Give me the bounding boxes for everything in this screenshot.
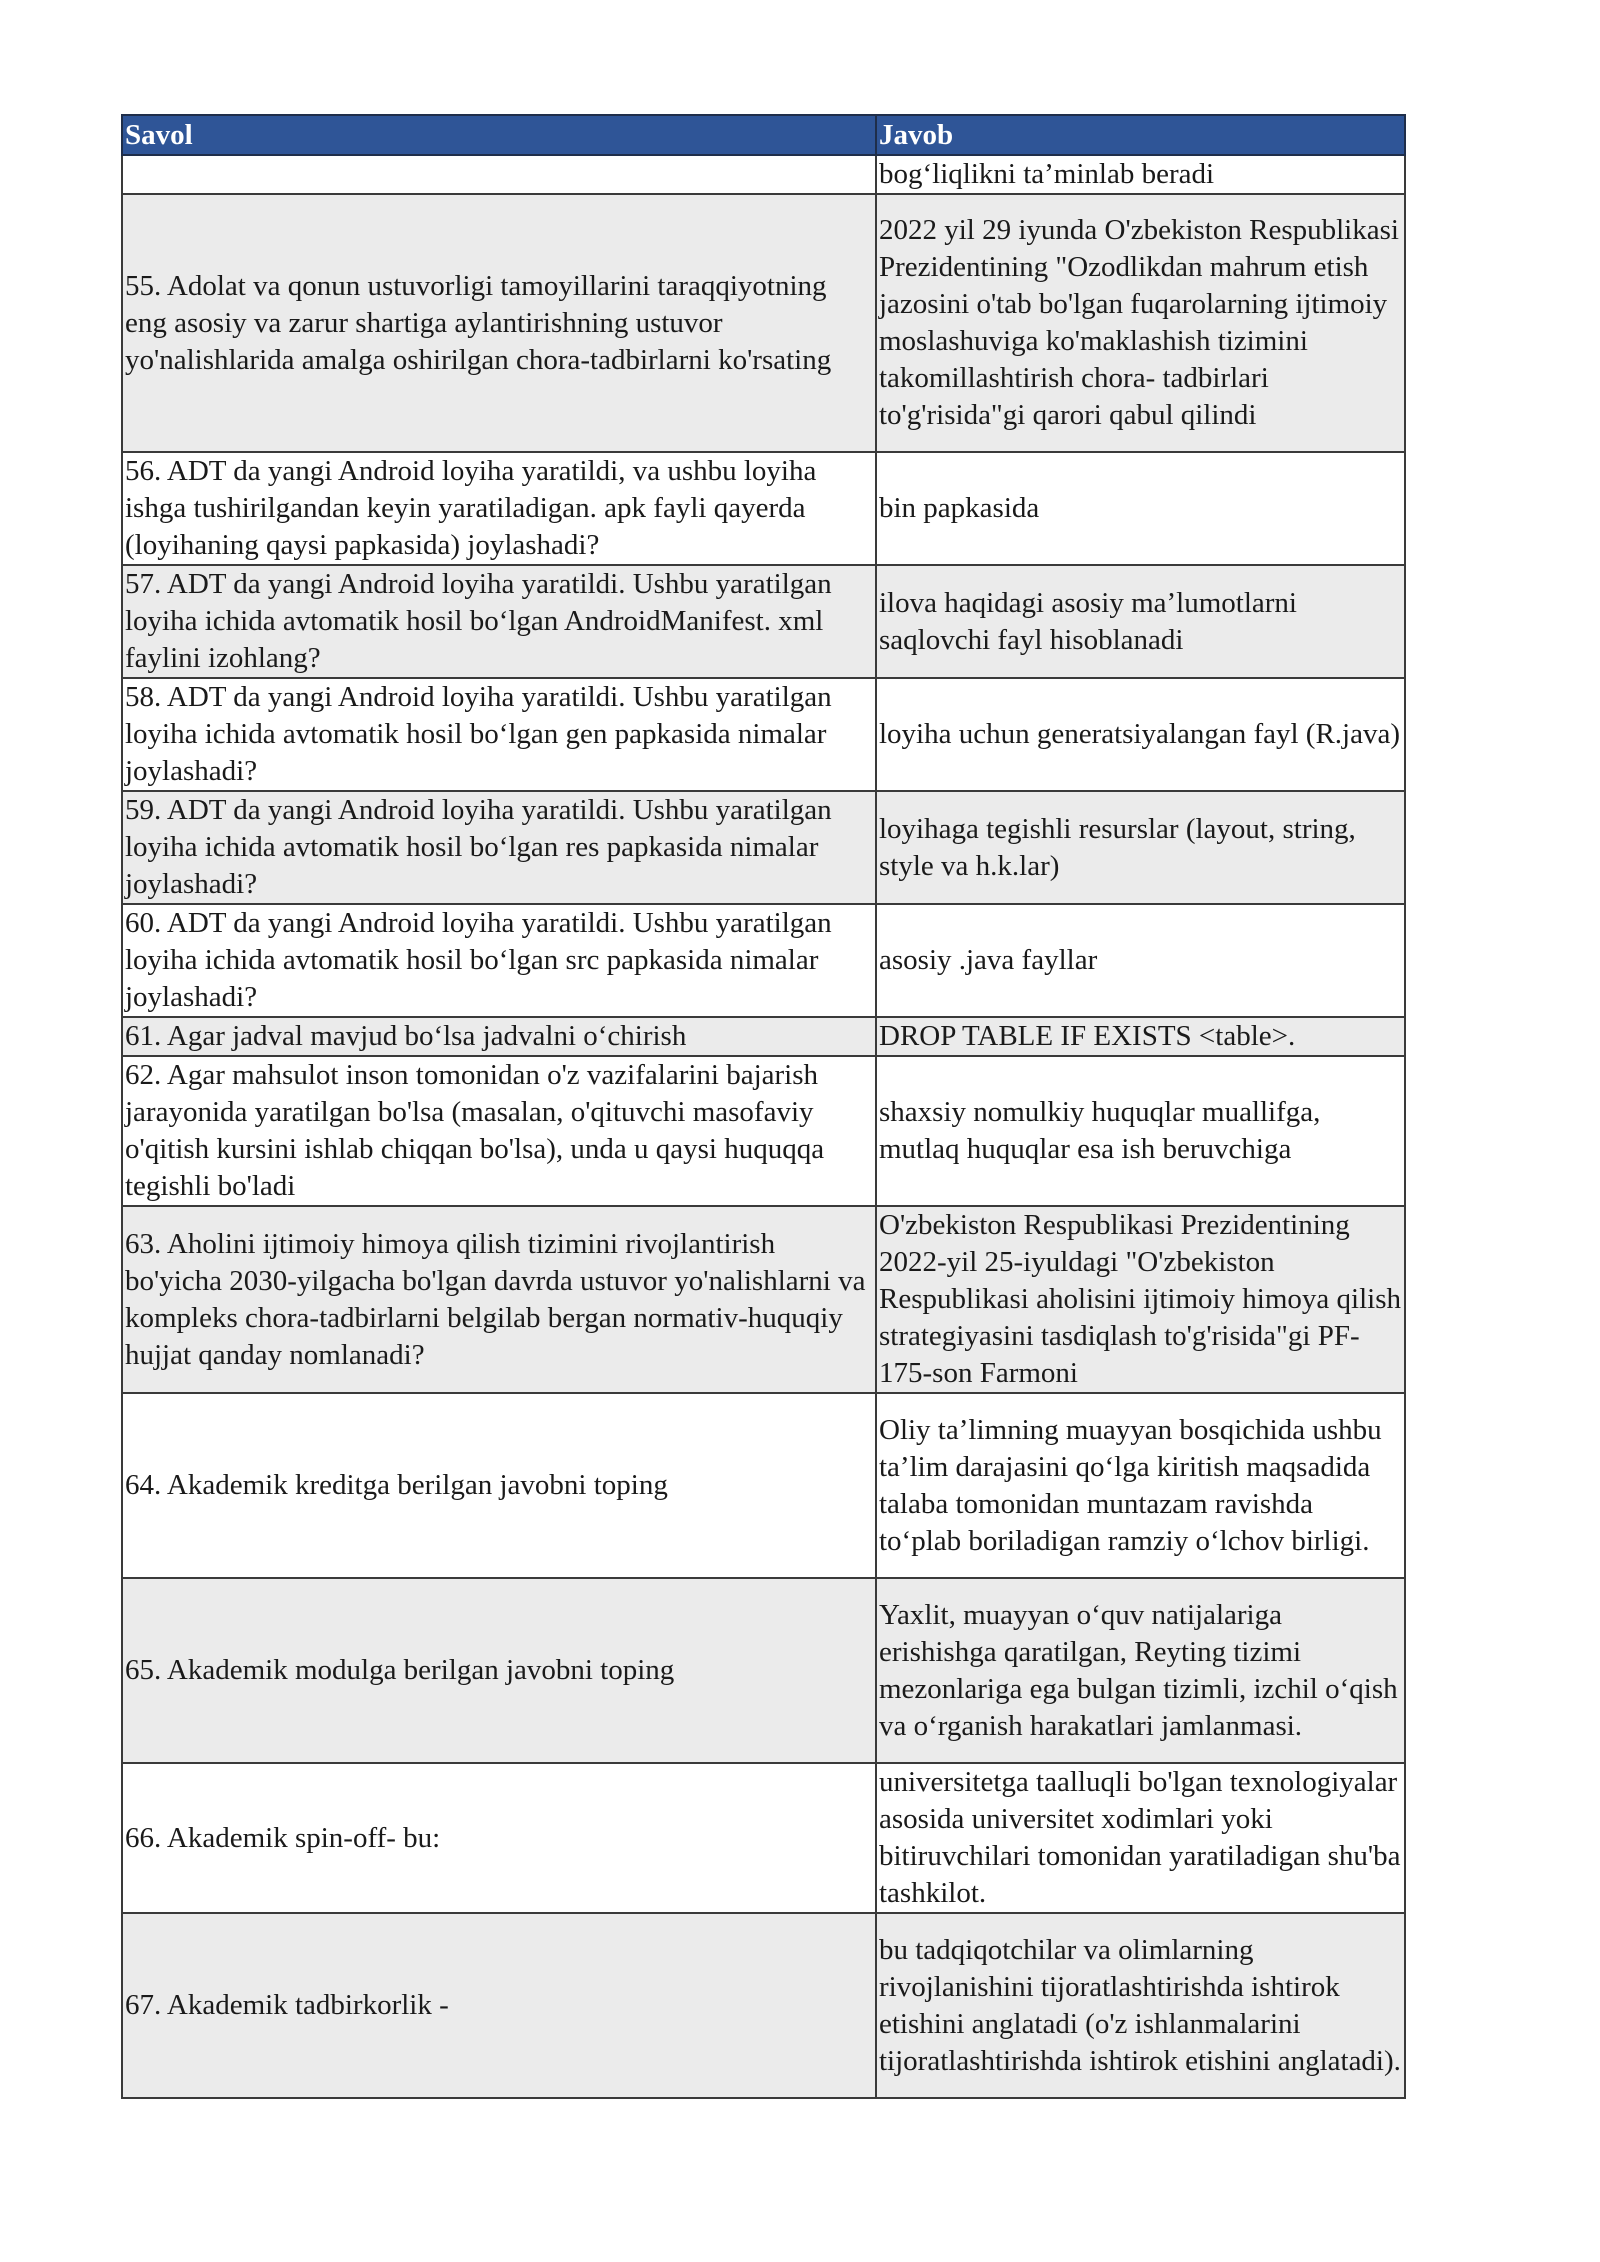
question-cell: 62. Agar mahsulot inson tomonidan o'z vazifalarini bajarish jarayonida yaratilgan bo'lsa (masalan, o'qituvchi masofaviy o'qitish kursini ishlab chiqqan bo'lsa), unda u qaysi huquqqa tegishli bo'ladi [122, 1056, 876, 1206]
question-cell: 61. Agar jadval mavjud bo‘lsa jadvalni o‘chirish [122, 1017, 876, 1056]
table-row [122, 194, 1405, 452]
table-row [122, 1913, 1405, 2098]
answer-cell: bog‘liqlikni ta’minlab beradi [876, 155, 1405, 194]
header-row [122, 115, 1405, 155]
answer-cell: ilova haqidagi asosiy ma’lumotlarni saqlovchi fayl hisoblanadi [876, 565, 1405, 678]
answer-cell: DROP TABLE IF EXISTS <table>. [876, 1017, 1405, 1056]
table-row [122, 1206, 1405, 1393]
table-row [122, 1056, 1405, 1206]
table-row [122, 565, 1405, 678]
question-cell: 65. Akademik modulga berilgan javobni toping [122, 1578, 876, 1763]
table-row [122, 155, 1405, 194]
table-row [122, 452, 1405, 565]
qa-table [121, 114, 1406, 2099]
table-row [122, 904, 1405, 1017]
answer-cell: 2022 yil 29 iyunda O'zbekiston Respublikasi Prezidentining "Ozodlikdan mahrum etish jazosini o'tab bo'lgan fuqarolarning ijtimoiy moslashuviga ko'maklashish tizimini takomillashtirish chora- tadbirlari to'g'risida"gi qarori qabul qilindi [876, 194, 1405, 452]
answer-cell: Yaxlit, muayyan o‘quv natijalariga erishishga qaratilgan, Reyting tizimi mezonlariga ega bulgan tizimli, izchil o‘qish va o‘rganish harakatlari jamlanmasi. [876, 1578, 1405, 1763]
answer-cell: O'zbekiston Respublikasi Prezidentining 2022-yil 25-iyuldagi "O'zbekiston Respublikasi aholisini ijtimoiy himoya qilish strategiyasini tasdiqlash to'g'risida"gi PF-175-son Farmoni [876, 1206, 1405, 1393]
answer-cell: bin papkasida [876, 452, 1405, 565]
table-row [122, 678, 1405, 791]
header-question: Savol [122, 115, 876, 155]
table-row [122, 1393, 1405, 1578]
question-cell: 59. ADT da yangi Android loyiha yaratildi. Ushbu yaratilgan loyiha ichida avtomatik hosil bo‘lgan res papkasida nimalar joylashadi? [122, 791, 876, 904]
answer-cell: asosiy .java fayllar [876, 904, 1405, 1017]
question-cell: 58. ADT da yangi Android loyiha yaratildi. Ushbu yaratilgan loyiha ichida avtomatik hosil bo‘lgan gen papkasida nimalar joylashadi? [122, 678, 876, 791]
answer-cell: loyiha uchun generatsiyalangan fayl (R.java) [876, 678, 1405, 791]
question-cell [122, 155, 876, 194]
question-cell: 60. ADT da yangi Android loyiha yaratildi. Ushbu yaratilgan loyiha ichida avtomatik hosil bo‘lgan src papkasida nimalar joylashadi? [122, 904, 876, 1017]
table-row [122, 1763, 1405, 1913]
question-cell: 63. Aholini ijtimoiy himoya qilish tizimini rivojlantirish bo'yicha 2030-yilgacha bo'lgan davrda ustuvor yo'nalishlarni va kompleks chora-tadbirlarni belgilab bergan normativ-huquqiy hujjat qanday nomlanadi? [122, 1206, 876, 1393]
answer-cell: universitetga taalluqli bo'lgan texnologiyalar asosida universitet xodimlari yoki bitiruvchilari tomonidan yaratiladigan shu'ba tashkilot. [876, 1763, 1405, 1913]
question-cell: 57. ADT da yangi Android loyiha yaratildi. Ushbu yaratilgan loyiha ichida avtomatik hosil bo‘lgan AndroidManifest. xml faylini izohlang? [122, 565, 876, 678]
table-row [122, 1017, 1405, 1056]
question-cell: 56. ADT da yangi Android loyiha yaratildi, va ushbu loyiha ishga tushirilgandan keyin yaratiladigan. apk fayli qayerda (loyihaning qaysi papkasida) joylashadi? [122, 452, 876, 565]
answer-cell: loyihaga tegishli resurslar (layout, string, style va h.k.lar) [876, 791, 1405, 904]
qa-body [122, 155, 1405, 2098]
answer-cell: shaxsiy nomulkiy huquqlar muallifga, mutlaq huquqlar esa ish beruvchiga [876, 1056, 1405, 1206]
answer-cell: bu tadqiqotchilar va olimlarning rivojlanishini tijoratlashtirishda ishtirok etishini anglatadi (o'z ishlanmalarini tijoratlashtirishda ishtirok etishini anglatadi). [876, 1913, 1405, 2098]
question-cell: 55. Adolat va qonun ustuvorligi tamoyillarini taraqqiyotning eng asosiy va zarur shartiga aylantirishning ustuvor yo'nalishlarida amalga oshirilgan chora-tadbirlarni ko'rsating [122, 194, 876, 452]
header-answer: Javob [876, 115, 1405, 155]
table-row [122, 791, 1405, 904]
table-row [122, 1578, 1405, 1763]
question-cell: 67. Akademik tadbirkorlik - [122, 1913, 876, 2098]
question-cell: 66. Akademik spin-off- bu: [122, 1763, 876, 1913]
question-cell: 64. Akademik kreditga berilgan javobni toping [122, 1393, 876, 1578]
answer-cell: Oliy ta’limning muayyan bosqichida ushbu ta’lim darajasini qo‘lga kiritish maqsadida talaba tomonidan muntazam ravishda to‘plab boriladigan ramziy o‘lchov birligi. [876, 1393, 1405, 1578]
